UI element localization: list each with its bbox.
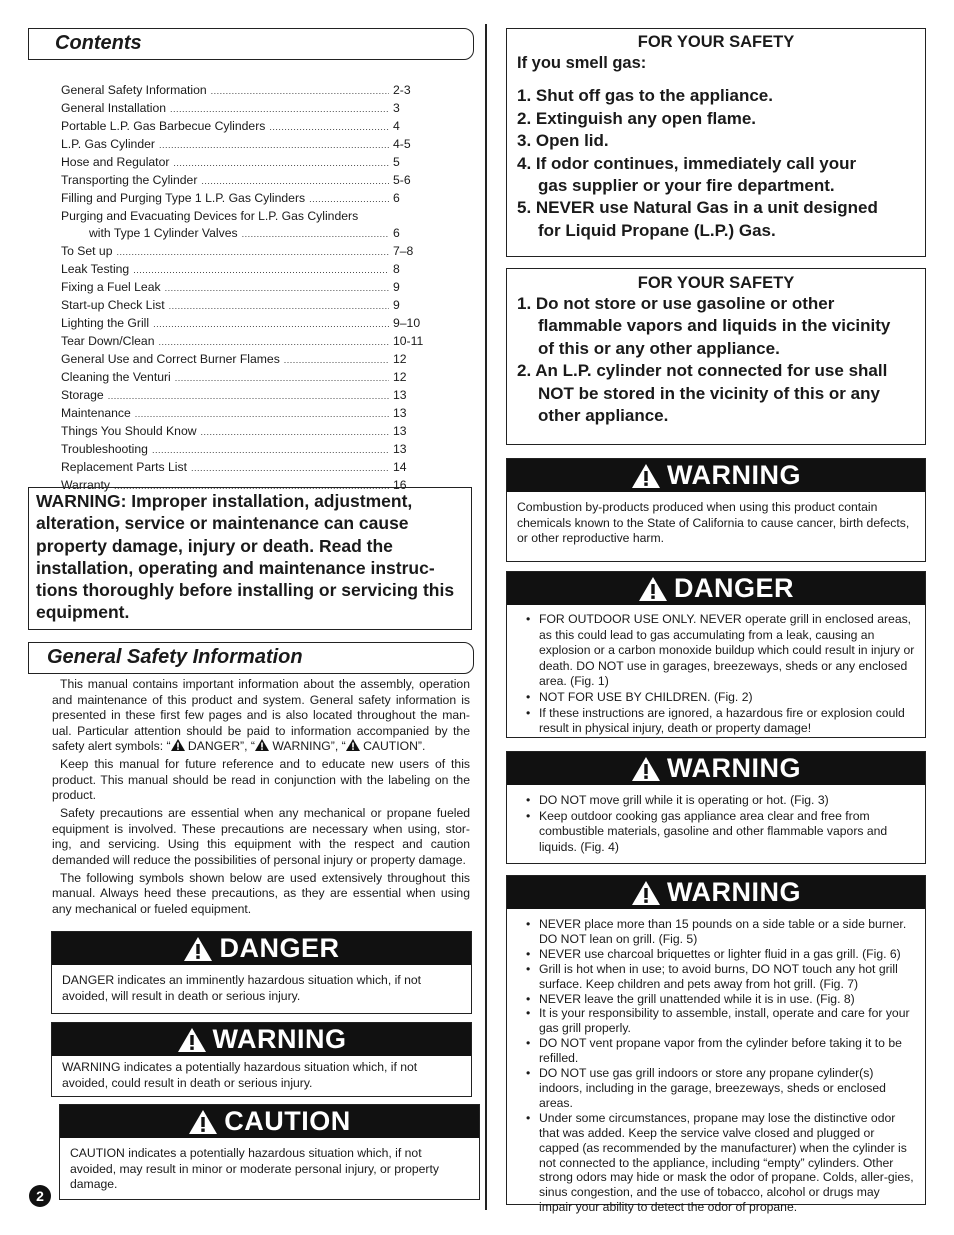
toc-entry <box>61 369 431 387</box>
toc-page: 2-3 <box>393 83 411 97</box>
toc-entry <box>61 351 431 369</box>
safety-line: flammable vapors and liquids in the vicinity <box>538 316 891 336</box>
danger-banner <box>52 932 471 965</box>
text: WARNING”, “ <box>268 739 346 753</box>
general-safety-header <box>28 642 474 674</box>
toc-page: 3 <box>393 101 400 115</box>
toc-leader <box>165 279 389 297</box>
toc-leader <box>153 315 389 333</box>
safety-box-gas-smell <box>506 28 926 257</box>
toc-title: with Type 1 Cylinder Valves <box>89 226 238 240</box>
danger-list-wrap <box>507 605 925 744</box>
alert-triangle-icon <box>255 739 269 751</box>
list-item: • NEVER place more than 15 pounds on a side table or a side burner. DO NOT lean on grill. (Fig. 5) <box>539 917 915 947</box>
safety-line: 1. Do not store or use gasoline or other <box>517 294 835 313</box>
toc-page: 12 <box>393 352 407 366</box>
toc-page: 7–8 <box>393 244 414 258</box>
caution-definition-box <box>59 1104 480 1200</box>
alert-triangle-icon <box>631 756 661 782</box>
toc-page: 9 <box>393 298 400 312</box>
toc-leader <box>242 225 389 243</box>
paragraph: The following symbols shown below are used extensively throughout this manual. Always heed these precautions, as they are essential when using any mechanical or fueled equipment. <box>52 870 470 916</box>
warning-banner <box>52 1023 471 1056</box>
contents-header <box>28 28 474 60</box>
toc-title: General Installation <box>61 101 167 115</box>
alert-triangle-icon <box>188 1109 218 1135</box>
caution-word: CAUTION <box>224 1106 351 1136</box>
toc-page: 10-11 <box>393 334 424 348</box>
paragraph: Safety precautions are essential when any mechanical or propane fueled equipment is involved. These precautions are necessary when using, stor-ing, and servicing. Using this equipment with the respect and caution demanded will reduce the possibilities of personal injury or property damage. <box>52 806 470 867</box>
alert-triangle-icon <box>346 739 360 751</box>
general-safety-body <box>52 677 470 920</box>
toc-page: 6 <box>393 226 400 240</box>
safety-line: 2. Extinguish any open flame. <box>517 108 756 128</box>
alert-triangle-icon <box>631 880 661 906</box>
toc-entry <box>61 261 431 279</box>
toc-entry <box>61 423 431 441</box>
toc-entry <box>61 82 431 100</box>
toc-leader <box>159 136 389 154</box>
warning-word: WARNING <box>212 1024 347 1054</box>
safety-line: gas supplier or your fire department. <box>538 176 835 196</box>
safety-line: 3. Open lid. <box>517 131 609 151</box>
safety-list <box>507 85 925 242</box>
toc-page: 5 <box>393 155 400 169</box>
toc-page: 13 <box>393 424 407 438</box>
safety-line: NOT be stored in the vicinity of this or any <box>538 383 880 403</box>
danger-word: DANGER <box>219 933 340 963</box>
toc-title: Filling and Purging Type 1 L.P. Gas Cylinders <box>61 191 306 205</box>
toc-entry <box>61 208 431 225</box>
prop65-warning-box <box>506 458 926 562</box>
alert-triangle-icon <box>631 463 661 489</box>
outdoor-danger-box <box>506 571 926 738</box>
toc-title: Start-up Check List <box>61 298 165 312</box>
toc-title: Replacement Parts List <box>61 460 187 474</box>
toc-page: 13 <box>393 442 407 456</box>
general-warning-box <box>506 875 926 1215</box>
safety-box-flammables <box>506 268 926 445</box>
list-item: • Grill is hot when in use; to avoid burns, DO NOT touch any hot grill surface. Keep children and pets away from hot grill. (Fig. 7) <box>539 962 915 992</box>
list-item: • NOT FOR USE BY CHILDREN. (Fig. 2) <box>539 690 915 706</box>
toc-page: 8 <box>393 262 400 276</box>
paragraph: Keep this manual for future reference and to educate new users of this product. This manual should be read in conjunction with the labeling on the product. <box>52 757 470 802</box>
toc-entry <box>61 315 431 333</box>
toc-entry <box>61 387 431 405</box>
toc-leader <box>169 297 389 315</box>
general-safety-heading: General Safety Information <box>47 646 303 668</box>
table-of-contents <box>61 82 431 495</box>
toc-title: General Use and Correct Burner Flames <box>61 352 280 366</box>
toc-entry <box>61 136 431 154</box>
toc-page: 4 <box>393 119 400 133</box>
list-item: • If these instructions are ignored, a hazardous fire or explosion could result in physical injury, death or property damage! <box>539 706 915 737</box>
toc-title: Cleaning the Venturi <box>61 370 171 384</box>
safety-line: for Liquid Propane (L.P.) Gas. <box>538 220 776 240</box>
danger-banner <box>507 572 925 605</box>
toc-leader <box>269 118 389 136</box>
list-item: • Keep outdoor cooking gas appliance area clear and free from combustible materials, gasoline and other flammable vapors and liquids. (Fig. 4) <box>539 809 915 856</box>
toc-entry <box>61 243 431 261</box>
warning-word: WARNING <box>667 753 801 783</box>
toc-entry <box>61 154 431 172</box>
toc-page: 13 <box>393 406 407 420</box>
toc-leader <box>175 369 389 387</box>
toc-page: 16 <box>393 478 407 492</box>
warning-word: WARNING <box>667 460 801 490</box>
toc-leader <box>135 405 389 423</box>
installation-warning: WARNING: Improper installation, adjustment, alteration, service or maintenance can cause property damage, injury or death. Read the installation, operating and maintenance instruc-tions thoroughly before installing or servicing this equipment. <box>28 487 472 630</box>
list-item: • NEVER use charcoal briquettes or lighter fluid in a gas grill. (Fig. 6) <box>539 947 915 962</box>
toc-title: Tear Down/Clean <box>61 334 155 348</box>
toc-entry <box>61 333 431 351</box>
safety-line: 2. An L.P. cylinder not connected for use shall <box>517 361 888 381</box>
toc-page: 4-5 <box>393 137 411 151</box>
toc-leader <box>173 154 389 172</box>
toc-leader <box>117 243 390 261</box>
safety-line: 5. NEVER use Natural Gas in a unit designed <box>517 198 878 218</box>
toc-entry <box>61 405 431 423</box>
list-item: • NEVER leave the grill unattended while it is in use. (Fig. 8) <box>539 992 915 1007</box>
list-item: • FOR OUTDOOR USE ONLY. NEVER operate grill in enclosed areas, as this could lead to gas accumulating from a leak, causing an explosion or a carbon monoxide buildup which could result in injury or death. DO NOT use in garages, breezeways, sheds or any enclosed area. (Fig. 1) <box>539 612 915 690</box>
toc-leader <box>211 82 389 100</box>
warning-word: WARNING <box>667 877 801 907</box>
toc-leader <box>201 172 389 190</box>
safety-heading: FOR YOUR SAFETY <box>637 274 795 292</box>
danger-list <box>517 612 915 737</box>
warning-list <box>517 793 915 855</box>
safety-line: of this or any other appliance. <box>538 338 780 358</box>
toc-entry <box>61 225 431 243</box>
list-item: • DO NOT move grill while it is operating or hot. (Fig. 3) <box>539 793 915 809</box>
toc-leader <box>191 459 389 477</box>
safety-intro: If you smell gas: <box>517 54 647 72</box>
prop65-text: Combustion by-products produced when using this product contain chemicals known to the State of California to cause cancer, birth defects, or other reproductive harm. <box>517 500 910 546</box>
toc-title: Warranty <box>61 478 110 492</box>
warning-list-wrap <box>507 909 925 1222</box>
caution-banner <box>60 1105 479 1138</box>
toc-leader <box>309 190 389 208</box>
text: DANGER”, “ <box>184 739 255 753</box>
move-warning-box <box>506 751 926 864</box>
toc-page: 9 <box>393 280 400 294</box>
toc-page: 5-6 <box>393 173 411 187</box>
warning-banner <box>507 459 925 492</box>
toc-title: Things You Should Know <box>61 424 197 438</box>
toc-title: Troubleshooting <box>61 442 148 456</box>
warning-definition-box <box>51 1022 472 1097</box>
toc-page: 14 <box>393 460 407 474</box>
toc-title: Lighting the Grill <box>61 316 150 330</box>
toc-leader <box>201 423 389 441</box>
toc-title: Portable L.P. Gas Barbecue Cylinders <box>61 119 266 133</box>
toc-title: Hose and Regulator <box>61 155 170 169</box>
safety-heading: FOR YOUR SAFETY <box>637 33 795 51</box>
column-divider <box>485 24 487 1210</box>
safety-line: 4. If odor continues, immediately call your <box>517 153 857 173</box>
toc-leader <box>170 100 389 118</box>
toc-page: 9–10 <box>393 316 421 330</box>
toc-title: Transporting the Cylinder <box>61 173 198 187</box>
toc-title: General Safety Information <box>61 83 207 97</box>
toc-entry <box>61 190 431 208</box>
alert-triangle-icon <box>638 576 668 602</box>
alert-triangle-icon <box>171 739 185 751</box>
toc-page: 12 <box>393 370 407 384</box>
danger-definition: DANGER indicates an imminently hazardous situation which, if not avoided, will result in death or serious injury. <box>62 973 422 1003</box>
warning-list-wrap <box>507 785 925 862</box>
toc-entry <box>61 279 431 297</box>
safety-line: other appliance. <box>538 406 669 426</box>
toc-title: To Set up <box>61 244 113 258</box>
list-item: • DO NOT vent propane vapor from the cylinder before taking it to be refilled. <box>539 1036 915 1066</box>
warning-banner <box>507 876 925 909</box>
toc-leader <box>158 333 389 351</box>
alert-triangle-icon <box>183 936 213 962</box>
safety-list <box>507 293 925 427</box>
text: This manual contains important information about the assembly, operation and maintenance of this product and system. General safety information is presented in these first few pages and is also located throughout the man-ual. Particular attention should be paid to information accompanied by the safety alert symbols: “ <box>52 677 470 753</box>
list-item: • DO NOT use gas grill indoors or store any propane cylinder(s) indoors, including in the garage, breezeways, sheds or enclosed areas. <box>539 1066 915 1111</box>
toc-title: Storage <box>61 388 104 402</box>
warning-list <box>517 917 915 1215</box>
text: CAUTION”. <box>359 739 426 753</box>
toc-entry <box>61 297 431 315</box>
toc-leader <box>284 351 389 369</box>
warning-definition: WARNING indicates a potentially hazardous situation which, if not avoided, could result in death or serious injury. <box>62 1060 418 1090</box>
toc-title: Purging and Evacuating Devices for L.P. Gas Cylinders <box>61 209 359 223</box>
toc-leader <box>108 387 389 405</box>
toc-page: 6 <box>393 191 400 205</box>
warning-banner <box>507 752 925 785</box>
toc-leader <box>133 261 389 279</box>
alert-triangle-icon <box>177 1027 207 1053</box>
toc-entry <box>61 441 431 459</box>
danger-definition-box <box>51 931 472 1014</box>
toc-page: 13 <box>393 388 407 402</box>
safety-line: 1. Shut off gas to the appliance. <box>517 86 773 106</box>
toc-entry <box>61 100 431 118</box>
toc-entry <box>61 459 431 477</box>
caution-definition: CAUTION indicates a potentially hazardous situation which, if not avoided, may result in minor or moderate personal injury, or property damage. <box>70 1146 439 1192</box>
toc-title: L.P. Gas Cylinder <box>61 137 155 151</box>
list-item: • Under some circumstances, propane may lose the distinctive odor that was added. Keep the service valve closed and plugged or capped (as recommended by the manufacturer) when the cylinder is not connected to the appliance, including “empty” cylinders. Other strong odors may hide or mask the odor of propane. Colds, aller-gies, sinus congestion, and the use of tobacco, alcohol or drugs may impair your ability to detect the odor of propane. <box>539 1111 915 1215</box>
toc-title: Leak Testing <box>61 262 130 276</box>
paragraph <box>52 677 470 755</box>
toc-title: Fixing a Fuel Leak <box>61 280 161 294</box>
contents-heading: Contents <box>55 32 142 54</box>
page-number: 2 <box>29 1185 51 1207</box>
danger-word: DANGER <box>673 573 794 603</box>
toc-entry <box>61 118 431 136</box>
list-item: • It is your responsibility to assemble, install, operate and care for your gas grill properly. <box>539 1006 915 1036</box>
toc-title: Maintenance <box>61 406 131 420</box>
toc-leader <box>152 441 389 459</box>
toc-entry <box>61 172 431 190</box>
